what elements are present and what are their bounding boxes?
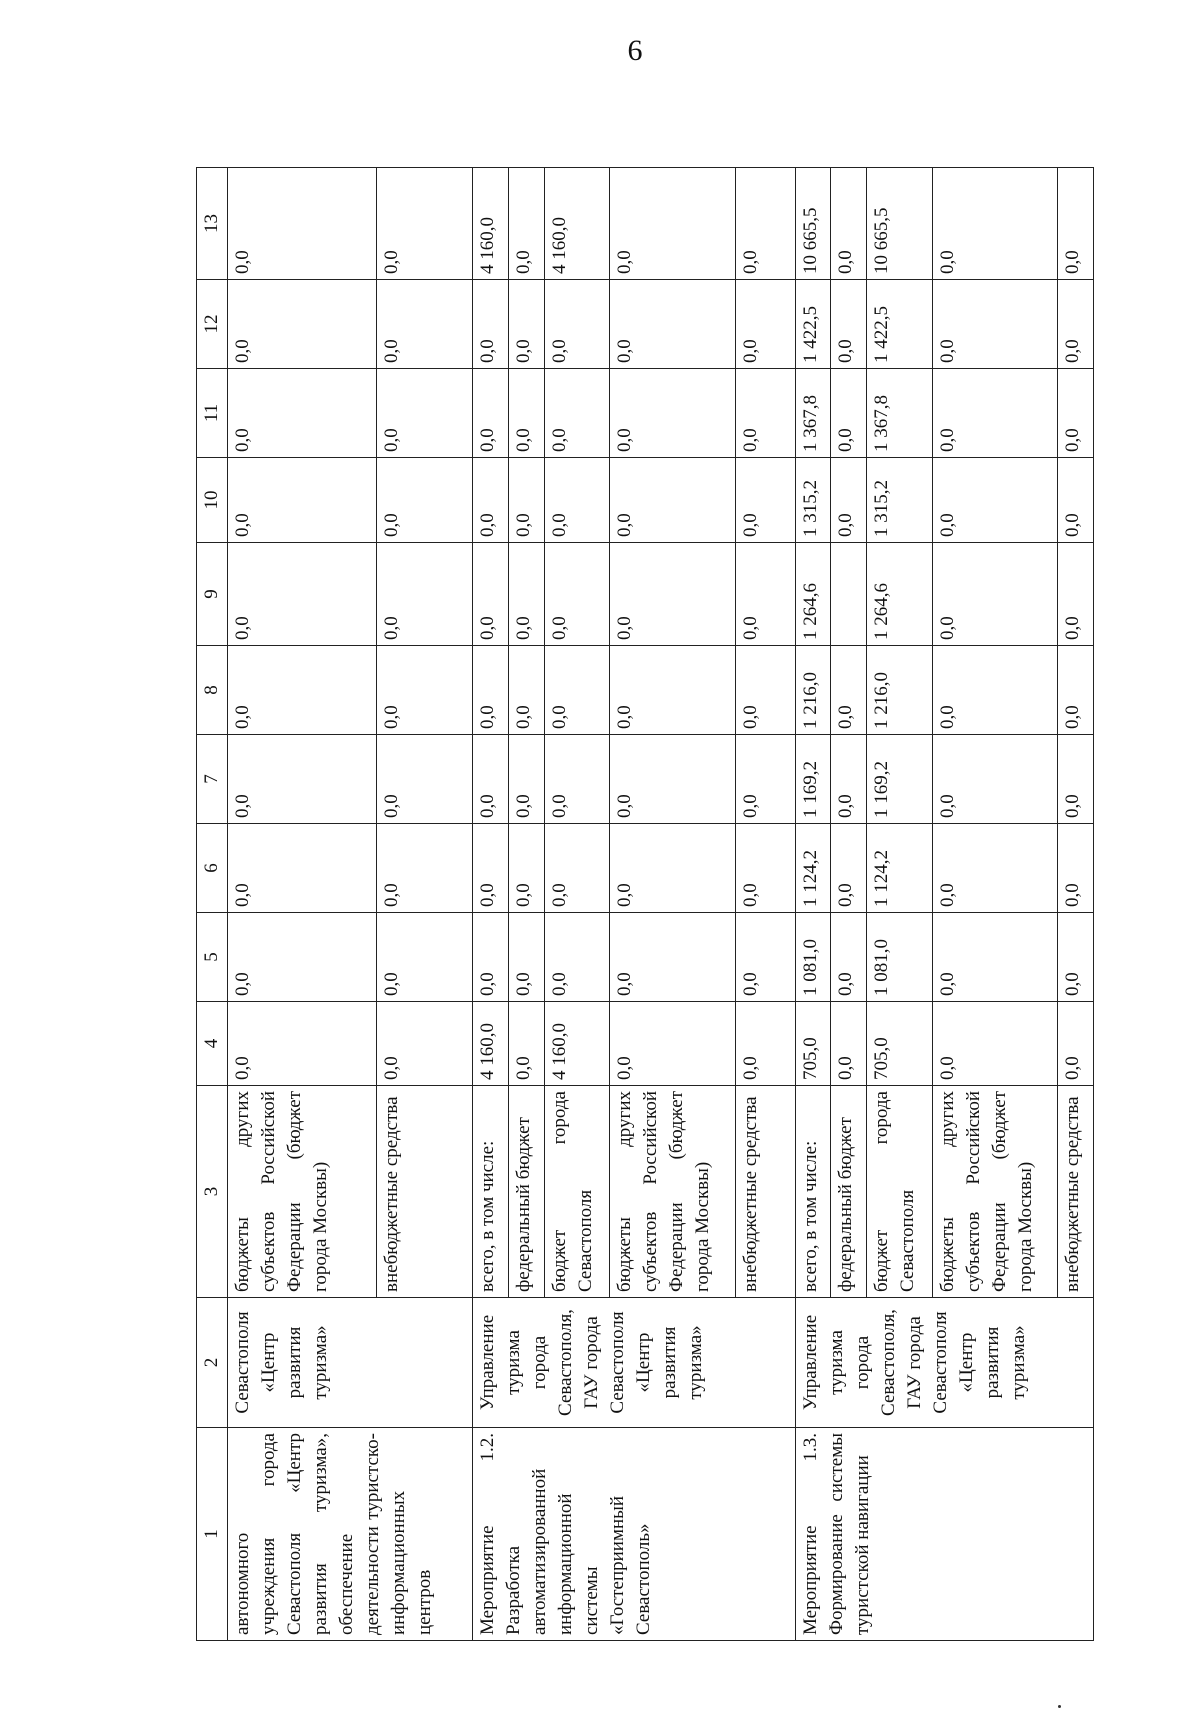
measure-name: автономного учреждения города Севастополя «Центр развития туризма», обеспечение деятельности туристско-информационных центров	[228, 1428, 473, 1641]
value-cell: 0,0	[932, 543, 1058, 646]
executor-name: Управление туризма города Севастополя, ГАУ города Севастополя «Центр развития туризма»	[473, 1298, 795, 1428]
funding-source: федеральный бюджет	[831, 1086, 867, 1298]
column-number-5: 5	[197, 913, 228, 1002]
value-cell: 1 264,6	[867, 543, 933, 646]
value-cell: 0,0	[932, 824, 1058, 913]
value-cell: 0,0	[1058, 735, 1094, 824]
value-cell: 1 081,0	[795, 913, 831, 1002]
value-cell: 1 169,2	[795, 735, 831, 824]
value-cell: 1 169,2	[867, 735, 933, 824]
value-cell: 0,0	[377, 1002, 473, 1086]
value-cell: 0,0	[377, 168, 473, 280]
value-cell: 0,0	[508, 369, 544, 458]
measure-name: Мероприятие 1.3. Формирование системы туристской навигации	[795, 1428, 1093, 1641]
value-cell: 1 124,2	[867, 824, 933, 913]
value-cell: 0,0	[610, 458, 736, 543]
table-row	[795, 168, 831, 1641]
value-cell	[831, 543, 867, 646]
header-row	[197, 168, 228, 1641]
value-cell: 0,0	[932, 913, 1058, 1002]
value-cell: 1 315,2	[795, 458, 831, 543]
value-cell: 1 216,0	[795, 646, 831, 735]
value-cell: 1 264,6	[795, 543, 831, 646]
value-cell: 1 422,5	[795, 280, 831, 369]
column-number-3: 3	[197, 1086, 228, 1298]
column-number-12: 12	[197, 280, 228, 369]
value-cell: 1 422,5	[867, 280, 933, 369]
value-cell: 1 367,8	[867, 369, 933, 458]
value-cell: 0,0	[228, 168, 377, 280]
value-cell: 0,0	[228, 1002, 377, 1086]
value-cell: 0,0	[377, 458, 473, 543]
value-cell: 0,0	[932, 369, 1058, 458]
rotated-table-wrapper	[196, 178, 1094, 1641]
value-cell: 0,0	[735, 913, 795, 1002]
value-cell: 0,0	[508, 280, 544, 369]
value-cell: 0,0	[735, 458, 795, 543]
column-number-10: 10	[197, 458, 228, 543]
value-cell: 0,0	[377, 646, 473, 735]
executor-name: Управление туризма города Севастополя, ГАУ города Севастополя «Центр развития туризма»	[795, 1298, 1093, 1428]
value-cell: 0,0	[473, 913, 509, 1002]
value-cell: 0,0	[831, 735, 867, 824]
value-cell: 4 160,0	[544, 168, 610, 280]
value-cell: 0,0	[508, 168, 544, 280]
executor-name: Севастополя «Центр развития туризма»	[228, 1298, 473, 1428]
value-cell: 0,0	[932, 735, 1058, 824]
value-cell: 0,0	[932, 1002, 1058, 1086]
value-cell: 0,0	[544, 543, 610, 646]
value-cell: 0,0	[1058, 280, 1094, 369]
value-cell: 0,0	[610, 824, 736, 913]
column-number-11: 11	[197, 369, 228, 458]
value-cell: 0,0	[377, 824, 473, 913]
value-cell: 0,0	[228, 543, 377, 646]
value-cell: 0,0	[831, 168, 867, 280]
value-cell: 0,0	[1058, 369, 1094, 458]
funding-source: бюджеты других субъектов Российской Федерации (бюджет города Москвы)	[228, 1086, 377, 1298]
value-cell: 1 081,0	[867, 913, 933, 1002]
value-cell: 705,0	[795, 1002, 831, 1086]
value-cell: 0,0	[831, 1002, 867, 1086]
value-cell: 0,0	[735, 280, 795, 369]
value-cell: 0,0	[544, 824, 610, 913]
table-row	[473, 168, 509, 1641]
value-cell: 0,0	[228, 646, 377, 735]
value-cell: 0,0	[544, 458, 610, 543]
funding-source: всего, в том числе:	[473, 1086, 509, 1298]
value-cell: 0,0	[473, 646, 509, 735]
value-cell: 0,0	[610, 1002, 736, 1086]
value-cell: 0,0	[377, 913, 473, 1002]
value-cell: 1 367,8	[795, 369, 831, 458]
column-number-13: 13	[197, 168, 228, 280]
value-cell: 1 124,2	[795, 824, 831, 913]
value-cell: 0,0	[735, 168, 795, 280]
value-cell: 0,0	[1058, 646, 1094, 735]
value-cell: 0,0	[508, 1002, 544, 1086]
value-cell: 0,0	[508, 646, 544, 735]
value-cell: 0,0	[473, 280, 509, 369]
value-cell: 0,0	[831, 646, 867, 735]
value-cell: 0,0	[831, 280, 867, 369]
value-cell: 0,0	[377, 280, 473, 369]
value-cell: 0,0	[735, 369, 795, 458]
column-number-8: 8	[197, 646, 228, 735]
value-cell: 0,0	[473, 369, 509, 458]
value-cell: 0,0	[610, 369, 736, 458]
funding-source: бюджеты других субъектов Российской Федерации (бюджет города Москвы)	[610, 1086, 736, 1298]
value-cell: 0,0	[508, 543, 544, 646]
value-cell: 0,0	[508, 735, 544, 824]
value-cell: 4 160,0	[473, 168, 509, 280]
value-cell: 0,0	[932, 280, 1058, 369]
column-number-4: 4	[197, 1002, 228, 1086]
value-cell: 0,0	[544, 369, 610, 458]
value-cell: 1 216,0	[867, 646, 933, 735]
funding-source: всего, в том числе:	[795, 1086, 831, 1298]
value-cell: 0,0	[508, 824, 544, 913]
value-cell: 0,0	[377, 543, 473, 646]
value-cell: 0,0	[735, 735, 795, 824]
value-cell: 0,0	[228, 824, 377, 913]
value-cell: 0,0	[610, 280, 736, 369]
column-number-1: 1	[197, 1428, 228, 1641]
value-cell: 0,0	[508, 913, 544, 1002]
value-cell: 0,0	[831, 913, 867, 1002]
value-cell: 0,0	[932, 646, 1058, 735]
value-cell: 0,0	[932, 458, 1058, 543]
value-cell: 0,0	[1058, 824, 1094, 913]
budget-table	[196, 167, 1094, 1641]
value-cell: 0,0	[831, 369, 867, 458]
value-cell: 0,0	[377, 369, 473, 458]
value-cell: 0,0	[228, 369, 377, 458]
value-cell: 0,0	[1058, 168, 1094, 280]
page-number: 6	[627, 34, 643, 67]
value-cell: 0,0	[473, 458, 509, 543]
value-cell: 0,0	[735, 543, 795, 646]
scan-speck	[1058, 1705, 1061, 1708]
value-cell: 1 315,2	[867, 458, 933, 543]
table-row	[228, 168, 377, 1641]
value-cell: 0,0	[508, 458, 544, 543]
value-cell: 0,0	[1058, 1002, 1094, 1086]
funding-source: внебюджетные средства	[1058, 1086, 1094, 1298]
value-cell: 0,0	[735, 646, 795, 735]
value-cell: 705,0	[867, 1002, 933, 1086]
value-cell: 4 160,0	[473, 1002, 509, 1086]
value-cell: 0,0	[544, 280, 610, 369]
value-cell: 0,0	[473, 543, 509, 646]
value-cell: 0,0	[377, 735, 473, 824]
value-cell: 0,0	[1058, 458, 1094, 543]
funding-source: бюджет города Севастополя	[867, 1086, 933, 1298]
value-cell: 0,0	[610, 543, 736, 646]
value-cell: 0,0	[228, 458, 377, 543]
value-cell: 0,0	[735, 824, 795, 913]
value-cell: 0,0	[1058, 913, 1094, 1002]
column-number-7: 7	[197, 735, 228, 824]
value-cell: 4 160,0	[544, 1002, 610, 1086]
funding-source: внебюджетные средства	[735, 1086, 795, 1298]
value-cell: 0,0	[473, 824, 509, 913]
funding-source: федеральный бюджет	[508, 1086, 544, 1298]
column-number-6: 6	[197, 824, 228, 913]
value-cell: 0,0	[735, 1002, 795, 1086]
value-cell: 0,0	[610, 646, 736, 735]
value-cell: 0,0	[610, 735, 736, 824]
value-cell: 0,0	[544, 735, 610, 824]
value-cell: 10 665,5	[795, 168, 831, 280]
measure-name: Мероприятие 1.2. Разработка автоматизированной информационной системы «Гостеприимный Севастополь»	[473, 1428, 795, 1641]
value-cell: 0,0	[228, 280, 377, 369]
funding-source: бюджет города Севастополя	[544, 1086, 610, 1298]
funding-source: бюджеты других субъектов Российской Федерации (бюджет города Москвы)	[932, 1086, 1058, 1298]
value-cell: 0,0	[228, 735, 377, 824]
value-cell: 0,0	[473, 735, 509, 824]
value-cell: 0,0	[544, 913, 610, 1002]
value-cell: 0,0	[544, 646, 610, 735]
value-cell: 0,0	[1058, 543, 1094, 646]
value-cell: 10 665,5	[867, 168, 933, 280]
value-cell: 0,0	[831, 458, 867, 543]
column-number-9: 9	[197, 543, 228, 646]
column-number-2: 2	[197, 1298, 228, 1428]
value-cell: 0,0	[610, 913, 736, 1002]
table-body	[228, 168, 1094, 1641]
funding-source: внебюджетные средства	[377, 1086, 473, 1298]
value-cell: 0,0	[610, 168, 736, 280]
value-cell: 0,0	[228, 913, 377, 1002]
value-cell: 0,0	[831, 824, 867, 913]
value-cell: 0,0	[932, 168, 1058, 280]
